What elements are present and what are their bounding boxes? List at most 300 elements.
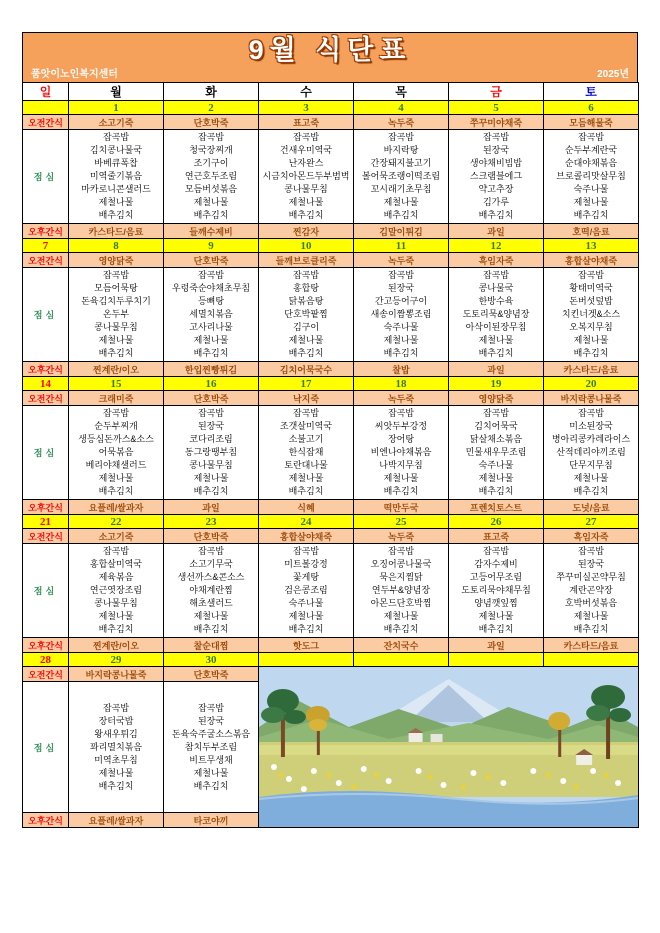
lunch-menu-item: 제철나물 [193, 611, 229, 621]
lunch-menu-item: 배추김치 [288, 210, 324, 220]
lunch-menu-item: 배추김치 [98, 486, 134, 496]
lunch-menu-item: 닭볶음탕 [288, 296, 324, 306]
lunch-menu-item: 배추김치 [193, 780, 229, 791]
date-cell: 19 [449, 377, 544, 391]
afternoon-snack-row-week-4 [23, 638, 639, 653]
morning-snack-cell: 녹두죽 [354, 529, 449, 544]
lunch-row-week-4 [23, 544, 639, 638]
lunch-menu-item: 감자수제비 [474, 559, 518, 569]
lunch-menu-item: 돈육숙주굴소스볶음 [171, 728, 251, 739]
date-cell: 24 [259, 515, 354, 529]
afternoon-snack-row-week-1 [23, 224, 639, 239]
date-cell: 8 [69, 239, 164, 253]
lunch-menu-item: 배추김치 [478, 624, 514, 634]
lunch-menu-item: 콩나물무침 [94, 322, 138, 332]
afternoon-snack-label: 오후간식 [23, 813, 69, 828]
date-cell [544, 653, 639, 667]
lunch-menu-item: 돈버섯덮밥 [569, 296, 613, 306]
lunch-menu-item: 배추김치 [98, 780, 134, 791]
afternoon-snack-label: 오후간식 [23, 500, 69, 515]
lunch-menu-item: 도토리묵&양념장 [462, 309, 530, 319]
afternoon-snack-cell: 찰순대찜 [164, 638, 259, 653]
lunch-menu-item: 미트볼강정 [284, 559, 328, 569]
lunch-menu-item: 콩나물무침 [284, 184, 328, 194]
date-cell: 28 [23, 653, 69, 667]
afternoon-snack-cell: 카스타드/음료 [69, 224, 164, 239]
morning-snack-row-week-2 [23, 253, 639, 268]
morning-snack-cell: 흑임자죽 [544, 529, 639, 544]
lunch-menu-item: 시금치아몬드두부범벅 [262, 171, 350, 181]
date-cell: 5 [449, 101, 544, 115]
lunch-menu-item: 아삭이된장무침 [465, 322, 527, 332]
lunch-menu-item: 호박버섯볶음 [564, 598, 618, 608]
lunch-menu-item: 잡곡밥 [197, 270, 225, 280]
date-cell [449, 653, 544, 667]
lunch-cell [544, 406, 639, 500]
lunch-menu-item: 잡곡밥 [577, 408, 605, 418]
lunch-menu-item: 김가루 [482, 197, 510, 207]
lunch-menu-item: 제철나물 [98, 767, 134, 778]
lunch-menu-item: 배추김치 [98, 348, 134, 358]
lunch-menu-item: 오징어콩나물국 [370, 559, 432, 569]
lunch-menu-item: 제철나물 [193, 767, 229, 778]
lunch-menu-item: 김구이 [292, 322, 320, 332]
weekday-header-0: 일 [23, 83, 69, 101]
afternoon-snack-cell: 떡만두국 [354, 500, 449, 515]
morning-snack-label: 오전간식 [23, 391, 69, 406]
lunch-row-week-2 [23, 268, 639, 362]
date-cell: 10 [259, 239, 354, 253]
morning-snack-cell: 영양닭죽 [69, 253, 164, 268]
lunch-menu-item: 잡곡밥 [577, 546, 605, 556]
lunch-menu-item: 김치어묵국 [474, 421, 518, 431]
afternoon-snack-cell: 과일 [449, 362, 544, 377]
lunch-menu-item: 배추김치 [383, 348, 419, 358]
lunch-menu-item: 제철나물 [573, 611, 609, 621]
morning-snack-cell: 단호박죽 [164, 667, 259, 682]
lunch-menu-item: 꽈리멸치볶음 [89, 741, 143, 752]
afternoon-snack-cell: 핫도그 [259, 638, 354, 653]
date-cell [354, 653, 449, 667]
lunch-cell [259, 268, 354, 362]
lunch-menu-item: 잡곡밥 [292, 546, 320, 556]
date-cell [259, 653, 354, 667]
lunch-menu-item: 코다리조림 [189, 434, 233, 444]
lunch-menu-item: 제철나물 [288, 611, 324, 621]
lunch-menu-item: 모듬어묵탕 [94, 283, 138, 293]
lunch-menu-item: 홍합탕 [292, 283, 320, 293]
date-cell: 21 [23, 515, 69, 529]
lunch-menu-item: 잡곡밥 [292, 270, 320, 280]
lunch-cell [69, 130, 164, 224]
lunch-menu-item: 간고등어구이 [374, 296, 428, 306]
lunch-menu-item: 해초샐러드 [189, 598, 233, 608]
lunch-menu-item: 숙주나물 [288, 598, 324, 608]
lunch-menu-item: 잡곡밥 [102, 546, 130, 556]
lunch-menu-item: 장어탕 [387, 434, 415, 444]
lunch-menu-item: 청국장찌개 [189, 145, 233, 155]
afternoon-snack-cell: 카스타드/음료 [544, 362, 639, 377]
lunch-cell [259, 130, 354, 224]
lunch-menu-item: 등뼈탕 [197, 296, 225, 306]
morning-snack-cell: 영양닭죽 [449, 391, 544, 406]
lunch-label: 점심 [23, 406, 69, 500]
lunch-menu-item: 씨앗두부강정 [374, 421, 428, 431]
lunch-menu-item: 마카로니콘샐러드 [81, 184, 151, 194]
header-subtitle-row [29, 65, 631, 81]
lunch-cell [544, 544, 639, 638]
afternoon-snack-label: 오후간식 [23, 362, 69, 377]
lunch-cell [259, 544, 354, 638]
lunch-menu-item: 묵은지찜닭 [379, 572, 423, 582]
lunch-menu-item: 건새우미역국 [279, 145, 333, 155]
lunch-cell [449, 406, 544, 500]
morning-snack-cell: 바지락콩나물죽 [544, 391, 639, 406]
lunch-menu-item: 제철나물 [478, 611, 514, 621]
lunch-menu-item: 한방수육 [478, 296, 514, 306]
lunch-cell [449, 544, 544, 638]
morning-snack-label: 오전간식 [23, 529, 69, 544]
lunch-menu-item: 콩나물국 [478, 283, 514, 293]
date-cell [23, 101, 69, 115]
lunch-menu-item: 아몬드단호박찜 [370, 598, 432, 608]
weekday-header-1: 월 [69, 83, 164, 101]
lunch-menu-item: 된장국 [197, 421, 225, 431]
lunch-cell [354, 130, 449, 224]
date-cell: 27 [544, 515, 639, 529]
date-cell: 4 [354, 101, 449, 115]
weekday-header-3: 수 [259, 83, 354, 101]
date-cell: 2 [164, 101, 259, 115]
lunch-cell [164, 406, 259, 500]
date-cell: 29 [69, 653, 164, 667]
weekday-header-6: 토 [544, 83, 639, 101]
lunch-menu-item: 잡곡밥 [102, 270, 130, 280]
lunch-row-week-1 [23, 130, 639, 224]
lunch-menu-item: 제철나물 [383, 473, 419, 483]
morning-snack-cell: 크래미죽 [69, 391, 164, 406]
date-row-week-3 [23, 377, 639, 391]
lunch-cell [449, 130, 544, 224]
lunch-menu-item: 배추김치 [383, 624, 419, 634]
lunch-menu-item: 바베큐폭찹 [94, 158, 138, 168]
lunch-cell [164, 130, 259, 224]
lunch-menu-item: 우렁죽순야채초무침 [171, 283, 251, 293]
afternoon-snack-cell: 찰밥 [354, 362, 449, 377]
lunch-menu-item: 숙주나물 [383, 322, 419, 332]
morning-snack-row-week-4 [23, 529, 639, 544]
lunch-menu-item: 소불고기 [288, 434, 324, 444]
date-cell: 7 [23, 239, 69, 253]
lunch-menu-item: 제철나물 [98, 473, 134, 483]
afternoon-snack-cell: 요플레/쌀과자 [69, 500, 164, 515]
lunch-menu-item: 단무지무침 [569, 460, 613, 470]
lunch-menu-item: 제철나물 [478, 335, 514, 345]
lunch-menu-item: 볼어묵조랭이떡조림 [361, 171, 441, 181]
lunch-menu-item: 병아리콩카레라이스 [551, 434, 631, 444]
lunch-menu-item: 잡곡밥 [292, 132, 320, 142]
date-cell: 15 [69, 377, 164, 391]
date-cell: 20 [544, 377, 639, 391]
lunch-menu-item: 제철나물 [193, 335, 229, 345]
afternoon-snack-cell: 과일 [449, 638, 544, 653]
morning-snack-row-week-3 [23, 391, 639, 406]
afternoon-snack-cell: 호떡/음료 [544, 224, 639, 239]
date-row-week-4 [23, 515, 639, 529]
lunch-menu-item: 제철나물 [573, 335, 609, 345]
lunch-menu-item: 배추김치 [573, 348, 609, 358]
lunch-menu-item: 생야채비빔밥 [469, 158, 523, 168]
lunch-menu-item: 단호박팥찜 [284, 309, 328, 319]
lunch-menu-item: 생등심돈까스&소스 [78, 434, 154, 444]
lunch-menu-item: 양념깻잎찜 [474, 598, 518, 608]
lunch-menu-item: 브로콜리맛살무침 [556, 171, 626, 181]
date-cell: 26 [449, 515, 544, 529]
lunch-menu-item: 잡곡밥 [197, 546, 225, 556]
landscape-painting-cell [259, 667, 639, 828]
afternoon-snack-cell: 과일 [449, 224, 544, 239]
lunch-menu-item: 배추김치 [478, 210, 514, 220]
lunch-menu-item: 된장국 [197, 715, 225, 726]
lunch-menu-item: 비트무생채 [189, 754, 233, 765]
lunch-menu-item: 생선까스&콘소스 [177, 572, 245, 582]
weekday-header-2: 화 [164, 83, 259, 101]
center-name: 품앗이노인복지센터 [31, 69, 118, 80]
lunch-menu-item: 제철나물 [288, 473, 324, 483]
date-cell: 18 [354, 377, 449, 391]
date-cell: 1 [69, 101, 164, 115]
lunch-menu-item: 콩나물무침 [94, 598, 138, 608]
lunch-menu-item: 비엔나야채볶음 [370, 447, 432, 457]
lunch-menu-item: 제철나물 [193, 197, 229, 207]
lunch-cell [544, 130, 639, 224]
morning-snack-cell: 단호박죽 [164, 115, 259, 130]
lunch-cell [449, 268, 544, 362]
lunch-menu-item: 콩나물무침 [189, 460, 233, 470]
date-row-week-5 [23, 653, 639, 667]
date-row-week-1 [23, 101, 639, 115]
lunch-cell [164, 544, 259, 638]
afternoon-snack-cell: 김말이튀김 [354, 224, 449, 239]
afternoon-snack-cell: 카스타드/음료 [544, 638, 639, 653]
weekday-header-4: 목 [354, 83, 449, 101]
afternoon-snack-cell: 도넛/음료 [544, 500, 639, 515]
lunch-menu-item: 잡곡밥 [197, 132, 225, 142]
morning-snack-cell: 소고기죽 [69, 115, 164, 130]
lunch-menu-item: 약고추장 [478, 184, 514, 194]
lunch-menu-item: 장터국밥 [98, 715, 134, 726]
lunch-menu-item: 잡곡밥 [387, 408, 415, 418]
lunch-menu-item: 잡곡밥 [482, 546, 510, 556]
date-cell: 11 [354, 239, 449, 253]
date-cell: 3 [259, 101, 354, 115]
lunch-menu-item: 잡곡밥 [577, 132, 605, 142]
lunch-menu-item: 잡곡밥 [102, 132, 130, 142]
lunch-menu-item: 야채계란찜 [189, 585, 233, 595]
morning-snack-row-week-1 [23, 115, 639, 130]
lunch-menu-item: 배추김치 [193, 624, 229, 634]
lunch-menu-item: 온두부 [102, 309, 130, 319]
lunch-menu-item: 배추김치 [478, 486, 514, 496]
lunch-cell [354, 268, 449, 362]
lunch-menu-item: 홍합살미역국 [89, 559, 143, 569]
lunch-menu-item: 제철나물 [288, 335, 324, 345]
afternoon-snack-cell: 식혜 [259, 500, 354, 515]
morning-snack-cell: 홍합살야채죽 [259, 529, 354, 544]
lunch-menu-item: 잡곡밥 [197, 408, 225, 418]
afternoon-snack-label: 오후간식 [23, 638, 69, 653]
lunch-row-week-3 [23, 406, 639, 500]
lunch-menu-item: 쭈꾸미실곤약무침 [556, 572, 626, 582]
lunch-menu-item: 제철나물 [383, 197, 419, 207]
date-cell: 22 [69, 515, 164, 529]
afternoon-snack-cell: 찐감자 [259, 224, 354, 239]
lunch-menu-item: 순두부찌개 [94, 421, 138, 431]
afternoon-snack-row-week-2 [23, 362, 639, 377]
lunch-menu-item: 제철나물 [98, 611, 134, 621]
lunch-menu-item: 나박지무침 [379, 460, 423, 470]
lunch-menu-item: 연근호두조림 [184, 171, 238, 181]
date-cell: 9 [164, 239, 259, 253]
page-title: 9월 식단표 [248, 35, 412, 65]
lunch-menu-item: 세멸치볶음 [189, 309, 233, 319]
lunch-menu-item: 간장돼지불고기 [370, 158, 432, 168]
lunch-menu-item: 배추김치 [288, 348, 324, 358]
lunch-cell [69, 682, 164, 813]
landscape-painting [259, 667, 638, 827]
lunch-menu-item: 순대야채볶음 [564, 158, 618, 168]
lunch-menu-item: 조기구이 [193, 158, 229, 168]
morning-snack-cell: 모듬해물죽 [544, 115, 639, 130]
meal-plan-sheet [22, 32, 638, 828]
weekday-header-row [23, 83, 639, 101]
lunch-menu-item: 배추김치 [98, 210, 134, 220]
lunch-menu-item: 참치두부조림 [184, 741, 238, 752]
afternoon-snack-cell: 김치어묵국수 [259, 362, 354, 377]
lunch-cell [259, 406, 354, 500]
lunch-menu-item: 배추김치 [288, 624, 324, 634]
morning-snack-cell: 녹두죽 [354, 253, 449, 268]
lunch-menu-item: 잡곡밥 [387, 270, 415, 280]
lunch-label: 점심 [23, 544, 69, 638]
lunch-menu-item: 검은콩조림 [284, 585, 328, 595]
lunch-menu-item: 모듬버섯볶음 [184, 184, 238, 194]
afternoon-snack-cell: 과일 [164, 500, 259, 515]
afternoon-snack-cell: 찐계란/이오 [69, 638, 164, 653]
lunch-menu-item: 된장국 [577, 559, 605, 569]
lunch-menu-item: 잡곡밥 [102, 702, 130, 713]
lunch-menu-item: 잡곡밥 [482, 270, 510, 280]
lunch-menu-item: 제철나물 [193, 473, 229, 483]
lunch-menu-item: 꼬시래기초무침 [370, 184, 432, 194]
date-cell: 23 [164, 515, 259, 529]
lunch-menu-item: 닭살채소볶음 [469, 434, 523, 444]
lunch-menu-item: 김치콩나물국 [89, 145, 143, 155]
date-cell: 16 [164, 377, 259, 391]
lunch-menu-item: 배추김치 [573, 486, 609, 496]
lunch-menu-item: 새송이짬뽕조림 [370, 309, 432, 319]
meal-plan-table [22, 82, 639, 828]
lunch-menu-item: 배추김치 [573, 624, 609, 634]
lunch-cell [354, 406, 449, 500]
lunch-menu-item: 제철나물 [383, 611, 419, 621]
date-cell: 17 [259, 377, 354, 391]
date-cell: 13 [544, 239, 639, 253]
lunch-menu-item: 배추김치 [478, 348, 514, 358]
lunch-cell [69, 544, 164, 638]
lunch-menu-item: 황태미역국 [569, 283, 613, 293]
lunch-menu-item: 잡곡밥 [482, 132, 510, 142]
morning-snack-cell: 단호박죽 [164, 391, 259, 406]
lunch-menu-item: 숙주나물 [573, 184, 609, 194]
lunch-menu-item: 민물새우무조림 [465, 447, 527, 457]
date-cell: 14 [23, 377, 69, 391]
lunch-menu-item: 연두부&양념장 [371, 585, 431, 595]
lunch-menu-item: 토란대나물 [284, 460, 328, 470]
header-banner [22, 32, 638, 82]
afternoon-snack-cell: 타코야끼 [164, 813, 259, 828]
lunch-menu-item: 제철나물 [573, 197, 609, 207]
lunch-menu-item: 된장국 [387, 283, 415, 293]
lunch-menu-item: 잡곡밥 [482, 408, 510, 418]
lunch-menu-item: 잡곡밥 [292, 408, 320, 418]
lunch-menu-item: 소고기무국 [189, 559, 233, 569]
morning-snack-cell: 홍합살야채죽 [544, 253, 639, 268]
lunch-menu-item: 어묵볶음 [98, 447, 134, 457]
lunch-menu-item: 베리야채샐러드 [85, 460, 147, 470]
lunch-menu-item: 배추김치 [383, 486, 419, 496]
afternoon-snack-cell: 한입찐빵튀김 [164, 362, 259, 377]
lunch-menu-item: 숙주나물 [478, 460, 514, 470]
lunch-menu-item: 된장국 [482, 145, 510, 155]
date-cell: 12 [449, 239, 544, 253]
lunch-cell [354, 544, 449, 638]
afternoon-snack-cell: 들깨수제비 [164, 224, 259, 239]
date-cell: 25 [354, 515, 449, 529]
afternoon-snack-cell: 프렌치토스트 [449, 500, 544, 515]
lunch-menu-item: 스크램블에그 [469, 171, 523, 181]
morning-snack-cell: 표고죽 [259, 115, 354, 130]
lunch-menu-item: 배추김치 [288, 486, 324, 496]
lunch-cell [164, 682, 259, 813]
lunch-menu-item: 배추김치 [573, 210, 609, 220]
lunch-menu-item: 잡곡밥 [197, 702, 225, 713]
afternoon-snack-label: 오후간식 [23, 224, 69, 239]
morning-snack-cell: 녹두죽 [354, 115, 449, 130]
morning-snack-label: 오전간식 [23, 253, 69, 268]
lunch-menu-item: 배추김치 [383, 210, 419, 220]
lunch-label: 점심 [23, 682, 69, 813]
lunch-menu-item: 꽃게탕 [292, 572, 320, 582]
lunch-menu-item: 고등어무조림 [469, 572, 523, 582]
lunch-cell [544, 268, 639, 362]
morning-snack-label: 오전간식 [23, 667, 69, 682]
morning-snack-row-week-5 [23, 667, 639, 682]
lunch-cell [164, 268, 259, 362]
lunch-menu-item: 배추김치 [98, 624, 134, 634]
lunch-menu-item: 잡곡밥 [102, 408, 130, 418]
lunch-label: 점심 [23, 268, 69, 362]
morning-snack-cell: 낙지죽 [259, 391, 354, 406]
lunch-menu-item: 계란곤약장 [569, 585, 613, 595]
lunch-menu-item: 제철나물 [98, 197, 134, 207]
morning-snack-cell: 쭈꾸미야채죽 [449, 115, 544, 130]
morning-snack-cell: 녹두죽 [354, 391, 449, 406]
lunch-menu-item: 미소된장국 [569, 421, 613, 431]
morning-snack-label: 오전간식 [23, 115, 69, 130]
morning-snack-cell: 바지락콩나물죽 [69, 667, 164, 682]
lunch-menu-item: 왕새우튀김 [94, 728, 138, 739]
